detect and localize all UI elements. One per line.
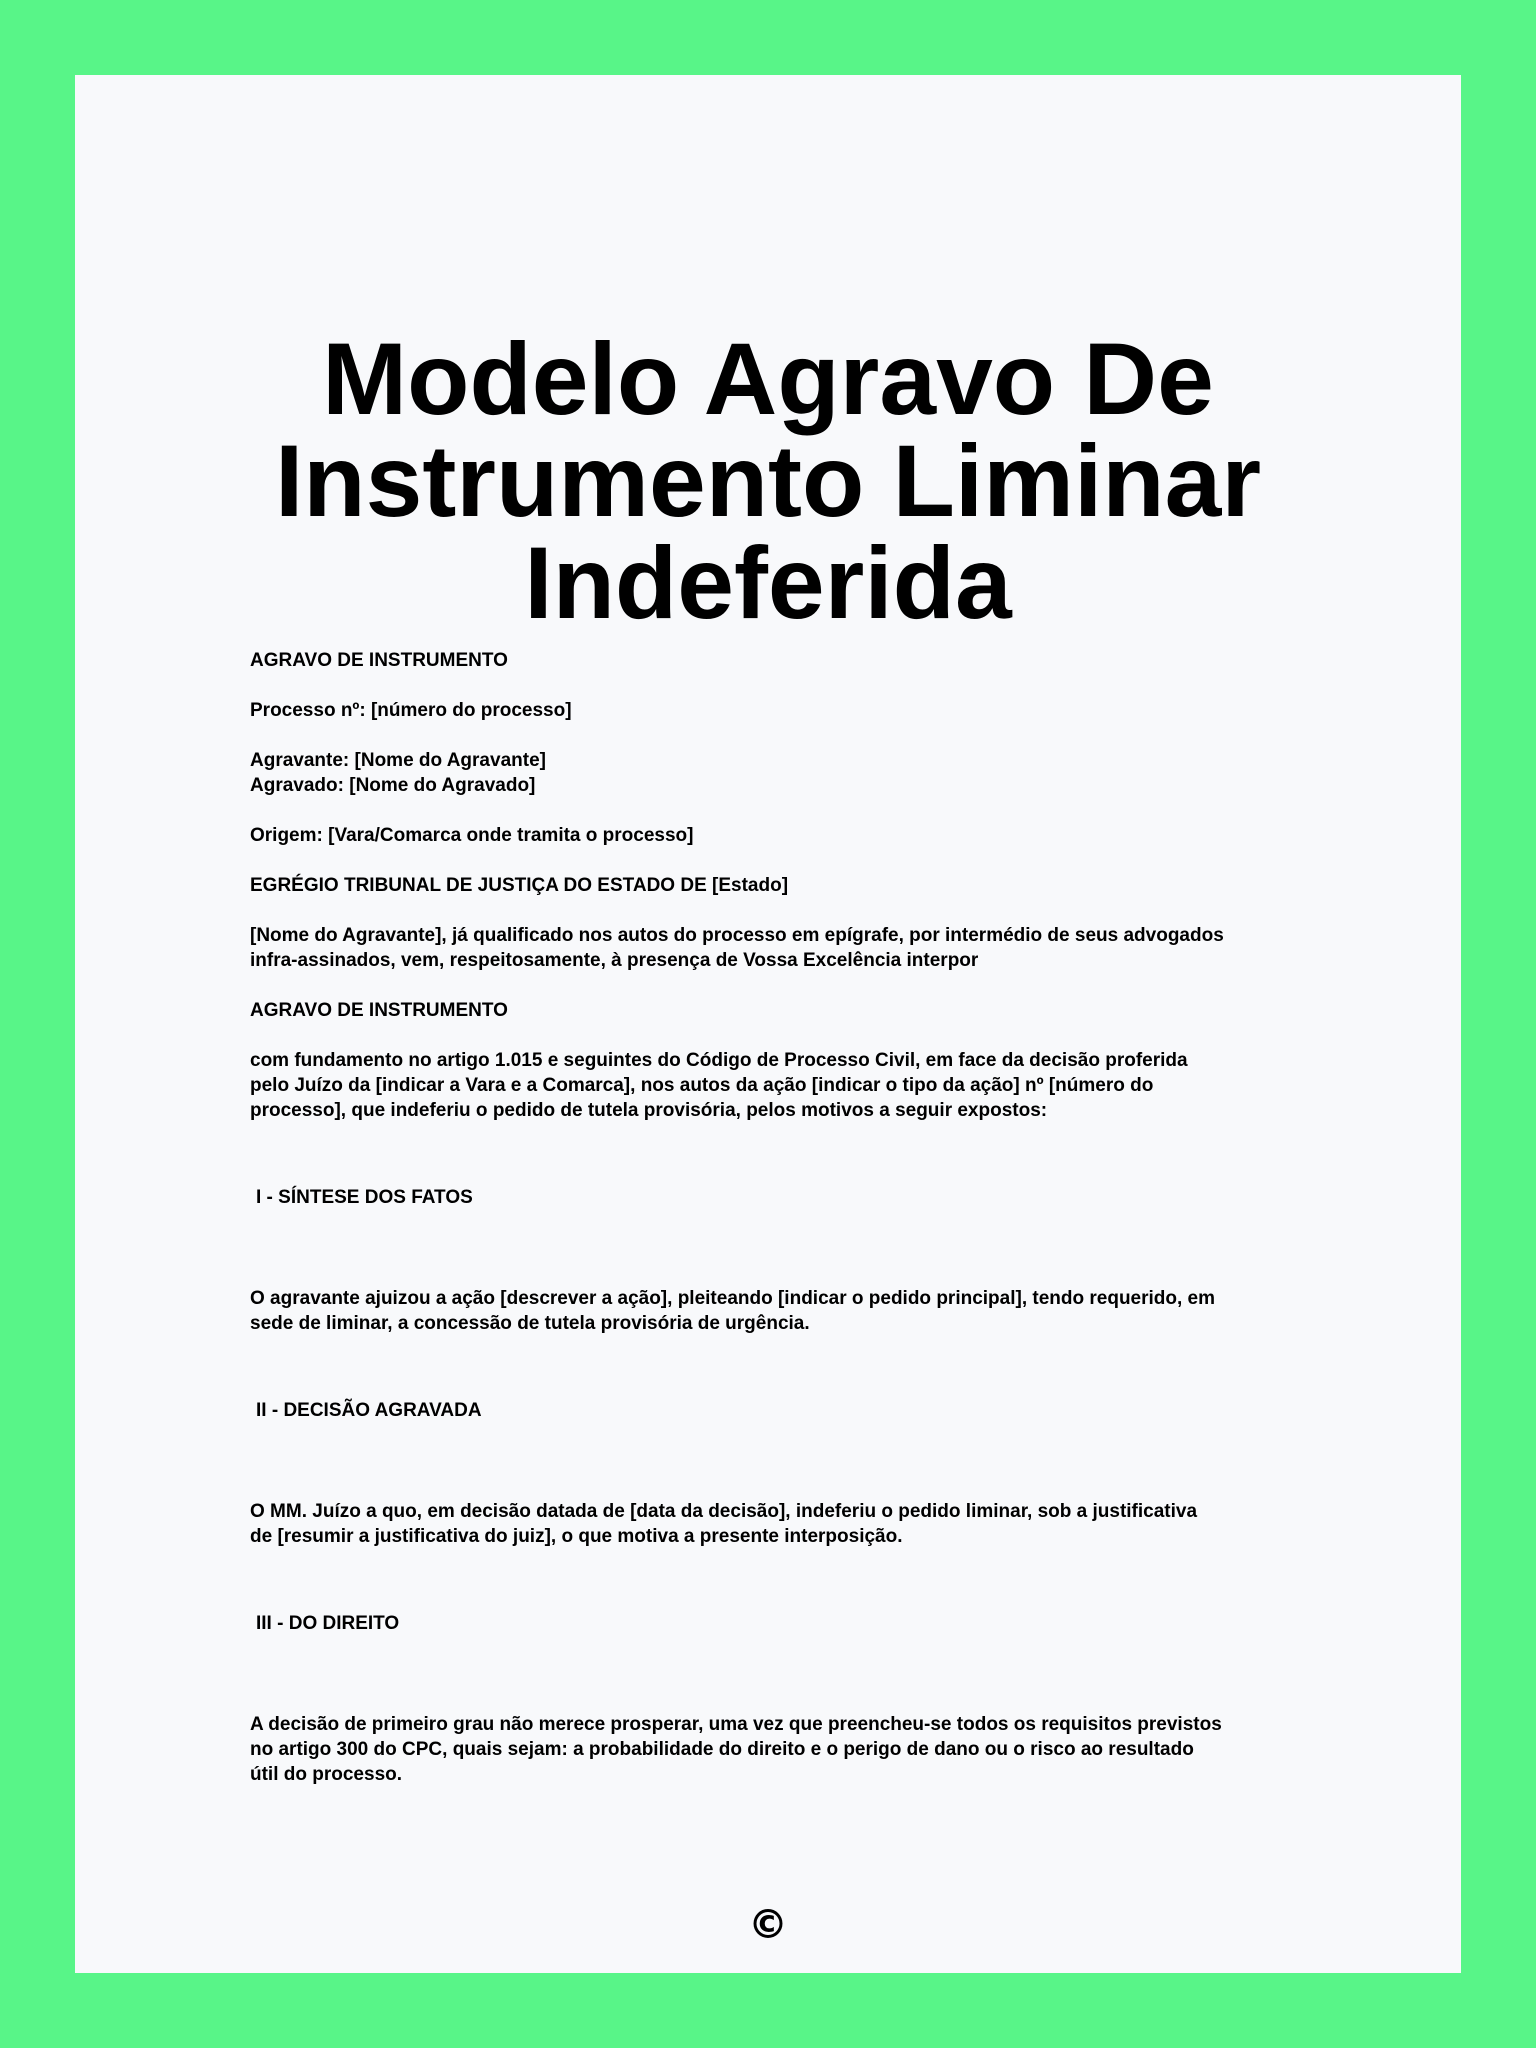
- decisao-paragraph-line: O MM. Juízo a quo, em decisão datada de [data da decisão], indeferiu o pedido liminar, sob a justificativa: [250, 1501, 1198, 1522]
- agravante-line: Agravante: [Nome do Agravante]: [250, 750, 546, 771]
- document-body: [250, 648, 1290, 1787]
- section-heading-direito: III - DO DIREITO: [256, 1613, 400, 1634]
- fundamento-paragraph-line: pelo Juízo da [indicar a Vara e a Comarca], nos autos da ação [indicar o tipo da ação] nº [número do: [250, 1075, 1154, 1096]
- decisao-paragraph-line: de [resumir a justificativa do juiz], o que motiva a presente interposição.: [250, 1526, 903, 1547]
- title-line: Modelo Agravo De: [322, 322, 1214, 436]
- document-page: [75, 75, 1461, 1973]
- page-title: [75, 322, 1461, 640]
- direito-paragraph-line: útil do processo.: [250, 1764, 403, 1785]
- fundamento-paragraph-line: com fundamento no artigo 1.015 e seguintes do Código de Processo Civil, em face da decisão proferida: [250, 1050, 1188, 1071]
- process-number: Processo nº: [número do processo]: [250, 700, 572, 721]
- tribunal-line: EGRÉGIO TRIBUNAL DE JUSTIÇA DO ESTADO DE [Estado]: [250, 875, 789, 896]
- intro-paragraph-line: [Nome do Agravante], já qualificado nos autos do processo em epígrafe, por intermédio de seus advogados: [250, 925, 1224, 946]
- sintese-paragraph-line: sede de liminar, a concessão de tutela provisória de urgência.: [250, 1313, 810, 1334]
- document-heading-agravo: AGRAVO DE INSTRUMENTO: [250, 650, 508, 671]
- document-heading-agravo-repeat: AGRAVO DE INSTRUMENTO: [250, 1000, 508, 1021]
- fundamento-paragraph-line: processo], que indeferiu o pedido de tutela provisória, pelos motivos a seguir expostos:: [250, 1100, 1048, 1121]
- direito-paragraph-line: no artigo 300 do CPC, quais sejam: a probabilidade do direito e o perigo de dano ou o risco ao resultado: [250, 1739, 1194, 1760]
- agravado-line: Agravado: [Nome do Agravado]: [250, 775, 536, 796]
- sintese-paragraph-line: O agravante ajuizou a ação [descrever a ação], pleiteando [indicar o pedido principal], tendo requerido, em: [250, 1288, 1216, 1309]
- origem-line: Origem: [Vara/Comarca onde tramita o processo]: [250, 825, 694, 846]
- copyright-icon: ©: [748, 1902, 788, 1948]
- section-heading-sintese: I - SÍNTESE DOS FATOS: [256, 1187, 473, 1208]
- intro-paragraph-line: infra-assinados, vem, respeitosamente, à presença de Vossa Excelência interpor: [250, 950, 979, 971]
- direito-paragraph-line: A decisão de primeiro grau não merece prosperar, uma vez que preencheu-se todos os requisitos previstos: [250, 1714, 1222, 1735]
- title-line: Instrumento Liminar: [274, 424, 1262, 538]
- section-heading-decisao: II - DECISÃO AGRAVADA: [256, 1400, 482, 1421]
- title-line: Indeferida: [524, 526, 1012, 640]
